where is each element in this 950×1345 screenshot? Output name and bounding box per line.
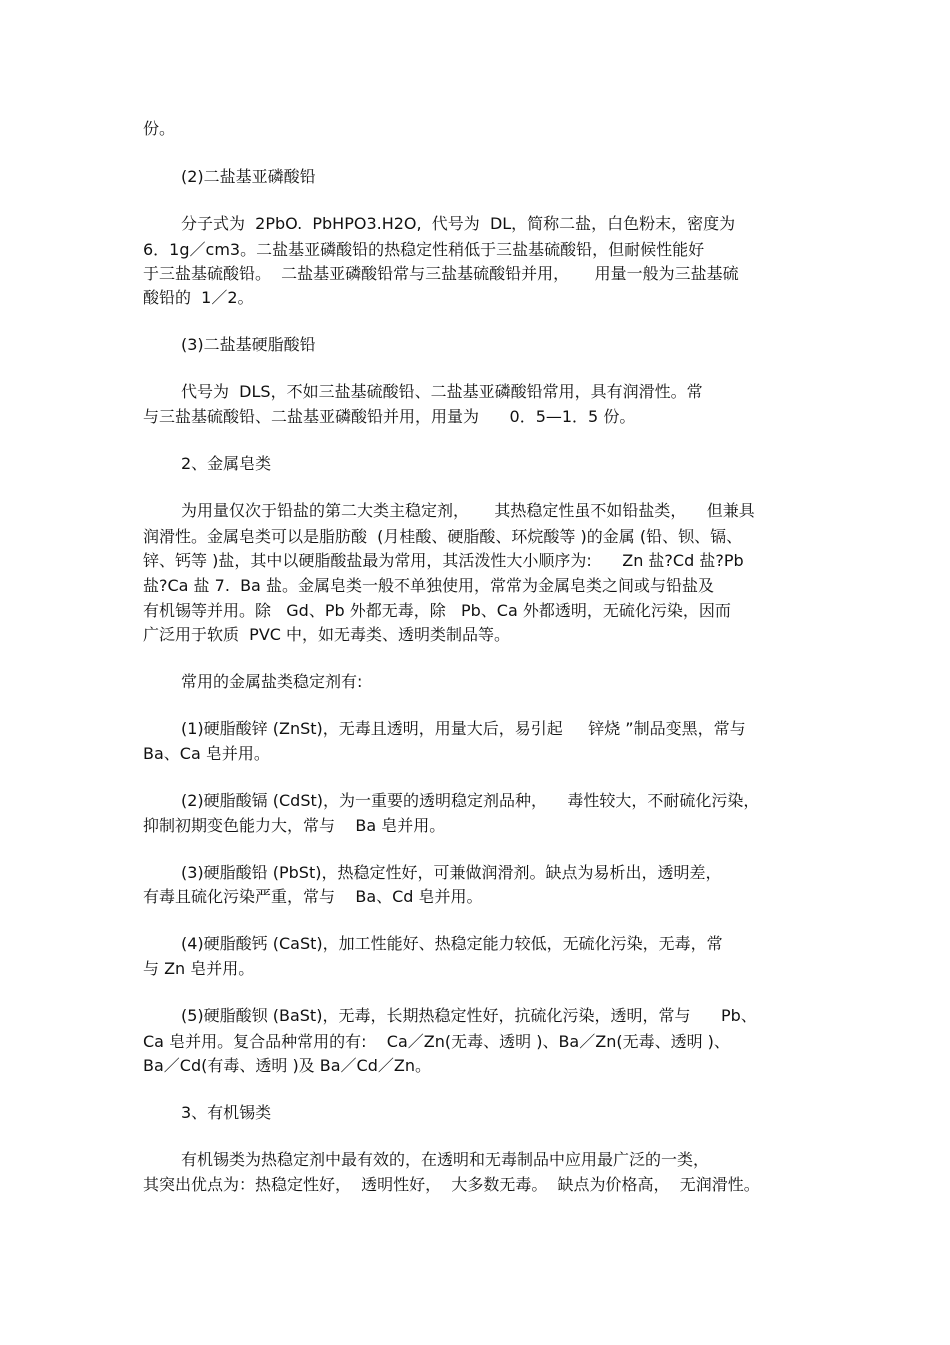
text-line: 酸铅的 1／2。 bbox=[143, 288, 254, 307]
text-line: 润滑性。金属皂类可以是脂肪酸 (月桂酸、硬脂酸、环烷酸等 )的金属 (铅、钡、镉、 bbox=[143, 527, 743, 546]
text-line: 有毒且硫化污染严重，常与 Ba、Cd 皂并用。 bbox=[143, 887, 483, 906]
text-line: (3)硬脂酸铅 (PbSt)，热稳定性好，可兼做润滑剂。缺点为易析出，透明差， bbox=[181, 863, 722, 882]
text-line: (5)硬脂酸钡 (BaSt)，无毒，长期热稳定性好，抗硫化污染，透明，常与 Pb、 bbox=[181, 1006, 757, 1025]
text-line: 于三盐基硫酸铅。 二盐基亚磷酸铅常与三盐基硫酸铅并用， 用量一般为三盐基硫 bbox=[143, 264, 739, 283]
text-line: Ca 皂并用。复合品种常用的有: Ca／Zn(无毒、透明 )、Ba／Zn(无毒、透明 )、 bbox=[143, 1032, 730, 1051]
section-heading: (2)二盐基亚磷酸铅 bbox=[181, 167, 316, 186]
text-line: (2)硬脂酸镉 (CdSt)，为一重要的透明稳定剂品种， 毒性较大，不耐硫化污染， bbox=[181, 791, 760, 810]
text-line: 6．1g／cm3。二盐基亚磷酸铅的热稳定性稍低于三盐基硫酸铅，但耐候性能好 bbox=[143, 240, 705, 259]
text-line: 为用量仅次于铅盐的第二大类主稳定剂， 其热稳定性虽不如铅盐类， 但兼具 bbox=[181, 501, 755, 520]
section-heading: 3、有机锡类 bbox=[181, 1103, 272, 1122]
text-line: 常用的金属盐类稳定剂有: bbox=[181, 672, 363, 691]
text-line: 有机锡等并用。除 Gd、Pb 外都无毒，除 Pb、Ca 外都透明，无硫化污染，因而 bbox=[143, 601, 731, 620]
document-page bbox=[143, 0, 818, 1345]
text-line: 锌、钙等 )盐，其中以硬脂酸盐最为常用，其活泼性大小顺序为: Zn 盐?Cd 盐?Pb bbox=[143, 551, 744, 570]
text-line: 代号为 DLS，不如三盐基硫酸铅、二盐基亚磷酸铅常用，具有润滑性。常 bbox=[181, 382, 703, 401]
text-line: 分子式为 2PbO. PbHPO3.H2O, 代号为 DL，简称二盐，白色粉末，密度为 bbox=[181, 214, 736, 233]
text-line: 份。 bbox=[143, 119, 176, 138]
text-line: (4)硬脂酸钙 (CaSt)，加工性能好、热稳定能力较低，无硫化污染，无毒，常 bbox=[181, 934, 723, 953]
section-heading: (3)二盐基硬脂酸铅 bbox=[181, 335, 316, 354]
text-line: 其突出优点为：热稳定性好， 透明性好， 大多数无毒。 缺点为价格高， 无润滑性。 bbox=[143, 1175, 760, 1194]
text-line: 有机锡类为热稳定剂中最有效的，在透明和无毒制品中应用最广泛的一类， bbox=[181, 1150, 710, 1169]
section-heading: 2、金属皂类 bbox=[181, 454, 272, 473]
text-line: 与 Zn 皂并用。 bbox=[143, 959, 255, 978]
text-line: 盐?Ca 盐 7. Ba 盐。金属皂类一般不单独使用，常常为金属皂类之间或与铅盐及 bbox=[143, 576, 714, 595]
text-line: 抑制初期变色能力大，常与 Ba 皂并用。 bbox=[143, 816, 446, 835]
text-line: (1)硬脂酸锌 (ZnSt)，无毒且透明，用量大后，易引起 锌烧 ”制品变黑，常与 bbox=[181, 719, 746, 738]
text-line: Ba、Ca 皂并用。 bbox=[143, 744, 270, 763]
text-line: 广泛用于软质 PVC 中，如无毒类、透明类制品等。 bbox=[143, 625, 511, 644]
text-line: Ba／Cd(有毒、透明 )及 Ba／Cd／Zn。 bbox=[143, 1056, 431, 1075]
text-line: 与三盐基硫酸铅、二盐基亚磷酸铅并用，用量为 0．5—1．5 份。 bbox=[143, 407, 636, 426]
